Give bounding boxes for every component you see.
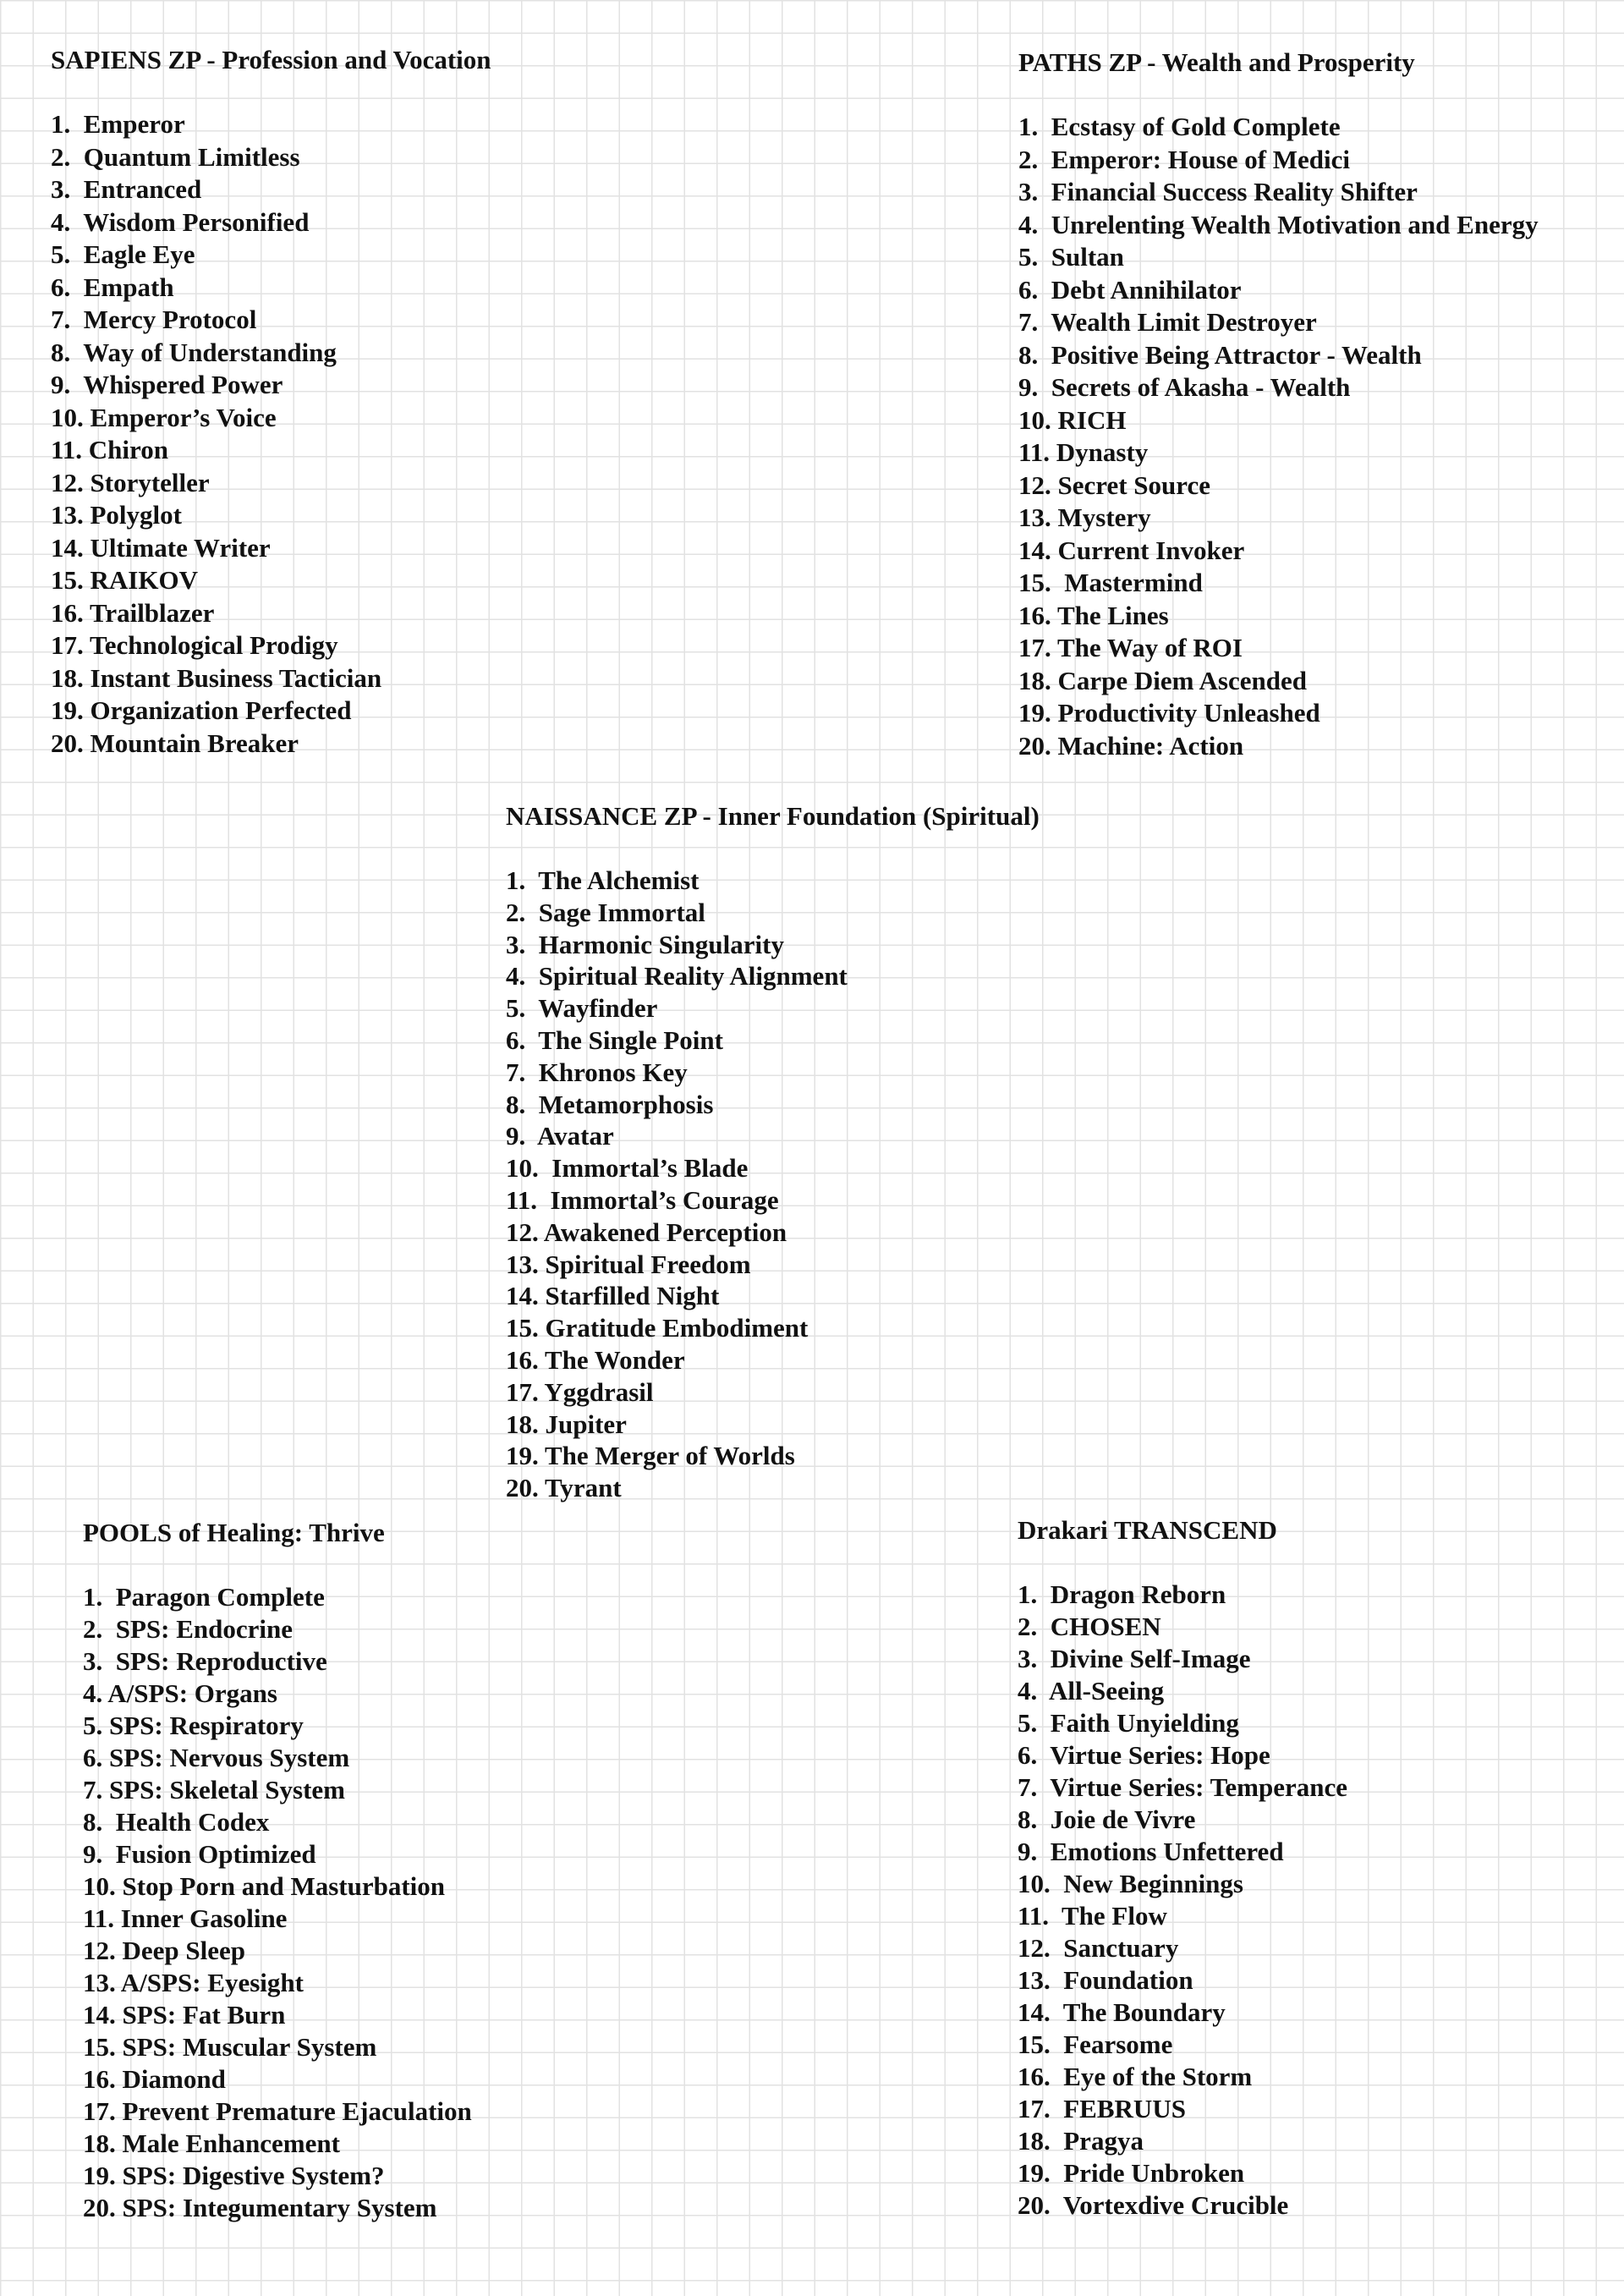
- list-item: 15. Fearsome: [1018, 2030, 1173, 2059]
- program-list: [1018, 111, 1539, 762]
- list-item: 17. The Way of ROI: [1018, 633, 1243, 662]
- list-item: 3. Financial Success Reality Shifter: [1018, 177, 1418, 206]
- list-item: 18. Male Enhancement: [83, 2128, 340, 2158]
- drakari-section: [1018, 1514, 1347, 2222]
- list-item: 14. Starfilled Night: [506, 1281, 720, 1311]
- naissance-section: [506, 800, 1040, 1504]
- list-item: 2. Quantum Limitless: [51, 141, 300, 172]
- list-item: 16. The Lines: [1018, 600, 1169, 630]
- list-item: 18. Jupiter: [506, 1409, 627, 1439]
- pools-section: [83, 1517, 472, 2224]
- list-item: 6. The Single Point: [506, 1024, 723, 1055]
- list-item: 8. Way of Understanding: [51, 337, 337, 367]
- list-item: 12. Sanctuary: [1018, 1933, 1179, 1963]
- list-item: 1. The Alchemist: [506, 865, 700, 895]
- list-item: 1. Emperor: [51, 109, 185, 139]
- list-item: 19. Organization Perfected: [51, 695, 352, 725]
- list-item: 1. Paragon Complete: [83, 1582, 325, 1612]
- list-item: 14. Current Invoker: [1018, 535, 1245, 565]
- section-title: SAPIENS ZP - Profession and Vocation: [51, 45, 491, 74]
- list-item: 10. New Beginnings: [1018, 1869, 1243, 1898]
- section-title: POOLS of Healing: Thrive: [83, 1518, 385, 1547]
- list-item: 7. Wealth Limit Destroyer: [1018, 307, 1317, 337]
- list-item: 17. Technological Prodigy: [51, 630, 338, 660]
- list-item: 2. SPS: Endocrine: [83, 1614, 294, 1644]
- list-item: 8. Health Codex: [83, 1807, 270, 1837]
- list-item: 7. Virtue Series: Temperance: [1018, 1772, 1348, 1802]
- list-item: 20. SPS: Integumentary System: [83, 2193, 437, 2222]
- list-item: 20. Mountain Breaker: [51, 728, 299, 758]
- list-item: 10. Immortal’s Blade: [506, 1153, 749, 1184]
- list-item: 2. Sage Immortal: [506, 897, 705, 927]
- section-title: Drakari TRANSCEND: [1018, 1515, 1277, 1545]
- list-item: 7. Khronos Key: [506, 1057, 688, 1087]
- list-item: 3. Harmonic Singularity: [506, 929, 784, 959]
- list-item: 2. Emperor: House of Medici: [1018, 144, 1351, 174]
- list-item: 3. Divine Self-Image: [1018, 1644, 1251, 1673]
- list-item: 16. Diamond: [83, 2064, 226, 2094]
- program-list: [1018, 1579, 1347, 2222]
- list-item: 16. Trailblazer: [51, 597, 215, 628]
- section-title: PATHS ZP - Wealth and Prosperity: [1018, 47, 1415, 77]
- list-item: 6. Empath: [51, 272, 174, 302]
- list-item: 18. Carpe Diem Ascended: [1018, 665, 1307, 695]
- list-item: 15. SPS: Muscular System: [83, 2032, 377, 2062]
- list-item: 1. Dragon Reborn: [1018, 1579, 1226, 1609]
- list-item: 8. Positive Being Attractor - Wealth: [1018, 339, 1422, 370]
- list-item: 5. SPS: Respiratory: [83, 1711, 304, 1740]
- list-item: 14. Ultimate Writer: [51, 532, 271, 563]
- list-item: 4. Spiritual Reality Alignment: [506, 961, 848, 991]
- list-item: 1. Ecstasy of Gold Complete: [1018, 112, 1341, 141]
- list-item: 7. Mercy Protocol: [51, 305, 257, 334]
- list-item: 10. RICH: [1018, 404, 1127, 435]
- list-item: 16. The Wonder: [506, 1344, 685, 1375]
- list-item: 18. Instant Business Tactician: [51, 662, 382, 693]
- list-item: 13. A/SPS: Eyesight: [83, 1968, 304, 1997]
- list-item: 17. Yggdrasil: [506, 1376, 654, 1407]
- list-item: 19. Productivity Unleashed: [1018, 698, 1320, 728]
- list-item: 5. Eagle Eye: [51, 239, 195, 269]
- list-item: 11. Chiron: [51, 435, 168, 464]
- list-item: 20. Vortexdive Crucible: [1018, 2190, 1289, 2220]
- list-item: 20. Machine: Action: [1018, 730, 1244, 761]
- list-item: 8. Metamorphosis: [506, 1089, 714, 1119]
- list-item: 7. SPS: Skeletal System: [83, 1775, 345, 1804]
- list-item: 15. Gratitude Embodiment: [506, 1313, 809, 1343]
- list-item: 11. Dynasty: [1018, 437, 1149, 467]
- list-item: 5. Wayfinder: [506, 993, 658, 1024]
- list-item: 6. Debt Annihilator: [1018, 274, 1242, 305]
- list-item: 15. Mastermind: [1018, 568, 1203, 597]
- list-item: 9. Fusion Optimized: [83, 1839, 316, 1869]
- list-item: 17. FEBRUUS: [1018, 2094, 1186, 2123]
- list-item: 8. Joie de Vivre: [1018, 1804, 1196, 1834]
- list-item: 3. SPS: Reproductive: [83, 1646, 327, 1676]
- list-item: 13. Mystery: [1018, 503, 1151, 532]
- list-item: 14. SPS: Fat Burn: [83, 2000, 286, 2030]
- list-item: 12. Deep Sleep: [83, 1936, 246, 1965]
- section-title: NAISSANCE ZP - Inner Foundation (Spiritual): [506, 801, 1040, 831]
- list-item: 19. Pride Unbroken: [1018, 2158, 1245, 2188]
- list-item: 16. Eye of the Storm: [1018, 2062, 1253, 2091]
- program-list: [51, 108, 491, 760]
- list-item: 11. Immortal’s Courage: [506, 1184, 779, 1215]
- list-item: 4. A/SPS: Organs: [83, 1678, 277, 1708]
- list-item: 12. Storyteller: [51, 467, 210, 497]
- list-item: 13. Spiritual Freedom: [506, 1249, 751, 1279]
- list-item: 3. Entranced: [51, 174, 202, 204]
- list-item: 6. SPS: Nervous System: [83, 1743, 350, 1772]
- list-item: 13. Polyglot: [51, 500, 182, 530]
- list-item: 5. Faith Unyielding: [1018, 1708, 1239, 1738]
- list-item: 14. The Boundary: [1018, 1997, 1226, 2027]
- list-item: 19. The Merger of Worlds: [506, 1441, 795, 1471]
- list-item: 9. Secrets of Akasha - Wealth: [1018, 372, 1351, 402]
- list-item: 12. Secret Source: [1018, 470, 1210, 500]
- list-item: 10. Emperor’s Voice: [51, 402, 277, 432]
- list-item: 11. Inner Gasoline: [83, 1903, 288, 1933]
- program-list: [83, 1581, 472, 2224]
- list-item: 17. Prevent Premature Ejaculation: [83, 2096, 472, 2126]
- list-item: 12. Awakened Perception: [506, 1217, 787, 1247]
- sapiens-section: [51, 44, 491, 760]
- paths-section: [1018, 47, 1539, 762]
- list-item: 2. CHOSEN: [1018, 1612, 1161, 1641]
- list-item: 4. Unrelenting Wealth Motivation and Energy: [1018, 209, 1539, 239]
- list-item: 9. Whispered Power: [51, 370, 283, 399]
- list-item: 9. Emotions Unfettered: [1018, 1837, 1284, 1866]
- list-item: 9. Avatar: [506, 1121, 614, 1151]
- list-item: 6. Virtue Series: Hope: [1018, 1740, 1270, 1770]
- list-item: 15. RAIKOV: [51, 565, 198, 595]
- list-item: 5. Sultan: [1018, 242, 1124, 272]
- list-item: 11. The Flow: [1018, 1901, 1167, 1931]
- list-item: 13. Foundation: [1018, 1965, 1193, 1995]
- list-item: 20. Tyrant: [506, 1473, 622, 1503]
- list-item: 19. SPS: Digestive System?: [83, 2161, 385, 2190]
- program-list: [506, 865, 1040, 1504]
- list-item: 18. Pragya: [1018, 2126, 1144, 2156]
- list-item: 4. Wisdom Personified: [51, 206, 310, 237]
- list-item: 4. All-Seeing: [1018, 1676, 1165, 1706]
- list-item: 10. Stop Porn and Masturbation: [83, 1871, 446, 1901]
